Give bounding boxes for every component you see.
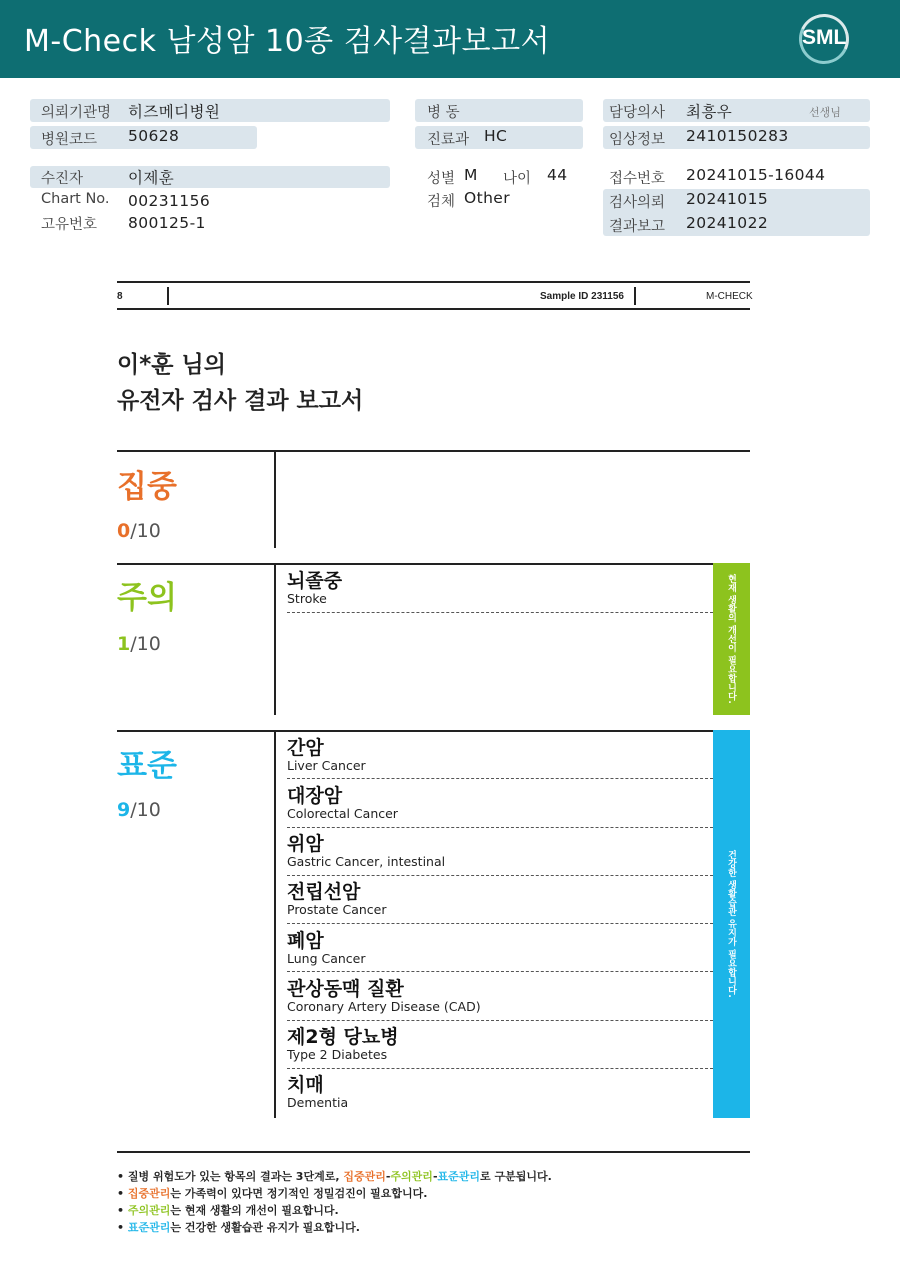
- disease-name-en: Dementia: [287, 1095, 349, 1110]
- page-number: 8: [117, 291, 123, 302]
- request-label: 검사의뢰: [609, 195, 666, 211]
- disease-name-ko: 뇌졸중: [287, 570, 343, 592]
- note-levels-dash-1: -: [385, 1170, 391, 1183]
- disease-item: [287, 785, 713, 828]
- standard-section-rule: [117, 730, 713, 732]
- disease-item: [287, 1026, 713, 1069]
- report-title-line2: 유전자 검사 결과 보고서: [117, 388, 364, 414]
- disease-name-ko: 제2형 당뇨병: [287, 1026, 399, 1048]
- caution-side-banner: [713, 563, 750, 715]
- hospital-code-label: 병원코드: [41, 132, 98, 148]
- focus-count: [117, 520, 161, 542]
- unique-label: 고유번호: [41, 217, 98, 233]
- note-caution-text: 는 현재 생활의 개선이 필요합니다.: [170, 1204, 339, 1217]
- sml-logo: [796, 12, 856, 66]
- page-top-rule: [117, 281, 750, 283]
- disease-name-ko: 치매: [287, 1074, 324, 1096]
- disease-item: [287, 737, 713, 779]
- disease-item: [287, 978, 713, 1021]
- institution-value: 히즈메디병원: [128, 103, 221, 121]
- doctor-value: 최흥우: [686, 103, 733, 121]
- report-date-value: 20241022: [686, 214, 769, 232]
- standard-count-total: /10: [130, 799, 161, 821]
- report-header: [0, 0, 900, 78]
- disease-name-ko: 대장암: [287, 785, 343, 807]
- sex-label: 성별: [427, 171, 456, 187]
- disease-item: [287, 570, 713, 613]
- note-standard-text: 는 건강한 생활습관 유지가 필요합니다.: [170, 1221, 360, 1234]
- disease-name-en: Liver Cancer: [287, 758, 366, 773]
- logo-text: SML: [802, 26, 847, 49]
- doctor-label: 담당의사: [609, 105, 666, 121]
- note-standard-term: 표준관리: [127, 1221, 171, 1234]
- caution-category-title: 주의: [117, 580, 177, 616]
- disease-name-en: Colorectal Cancer: [287, 806, 398, 821]
- note-levels: [117, 1168, 552, 1185]
- disease-name-en: Stroke: [287, 591, 327, 606]
- focus-count-value: 0: [117, 520, 131, 542]
- note-levels-caution: 주의관리: [390, 1170, 433, 1183]
- hospital-code-value: 50628: [128, 127, 180, 145]
- chart-label: Chart No.: [41, 191, 110, 207]
- disease-name-ko: 폐암: [287, 930, 324, 952]
- standard-count-value: 9: [117, 799, 131, 821]
- patient-label: 수진자: [41, 171, 84, 187]
- disease-name-ko: 위암: [287, 833, 324, 855]
- doctor-suffix: 선생님: [809, 106, 841, 119]
- standard-category-title: 표준: [117, 748, 177, 784]
- note-levels-text-a: 질병 위험도가 있는 항목의 결과는 3단계로,: [127, 1170, 344, 1183]
- report-title-line1: 이*훈 님의: [117, 352, 226, 378]
- note-standard: [117, 1219, 552, 1236]
- note-caution: [117, 1202, 552, 1219]
- disease-item: [287, 881, 713, 924]
- institution-label: 의뢰기관명: [41, 105, 112, 121]
- standard-count: [117, 799, 161, 821]
- focus-count-total: /10: [130, 520, 161, 542]
- disease-name-ko: 간암: [287, 737, 324, 759]
- caution-section-rule: [117, 563, 713, 565]
- sex-value: M: [464, 166, 478, 184]
- note-focus: [117, 1185, 552, 1202]
- caution-count: [117, 633, 161, 655]
- receipt-value: 20241015-16044: [686, 166, 826, 184]
- specimen-value: Other: [464, 189, 511, 207]
- note-focus-text: 는 가족력이 있다면 정기적인 정밀검진이 필요합니다.: [170, 1187, 428, 1200]
- report-header-title: M-Check 남성암 10종 검사결과보고서: [24, 24, 551, 59]
- disease-name-en: Lung Cancer: [287, 951, 366, 966]
- brand-label: M-CHECK: [706, 291, 753, 302]
- request-value: 20241015: [686, 190, 769, 208]
- disease-name-ko: 관상동맥 질환: [287, 978, 404, 1000]
- note-levels-focus: 집중관리: [343, 1170, 386, 1183]
- info-shade-patient: [30, 166, 390, 188]
- standard-divider: [274, 732, 276, 1118]
- unique-value: 800125-1: [128, 214, 206, 232]
- page-header-bottom-rule: [117, 308, 750, 310]
- report-date-label: 결과보고: [609, 219, 666, 235]
- clinical-value: 2410150283: [686, 127, 789, 145]
- age-label: 나이: [503, 171, 532, 187]
- page-header-divider-1: [167, 287, 169, 305]
- note-bullet: •: [117, 1170, 125, 1183]
- focus-category-title: 집중: [117, 469, 177, 505]
- caution-count-value: 1: [117, 633, 131, 655]
- ward-label: 병 동: [427, 105, 460, 121]
- note-caution-term: 주의관리: [127, 1204, 171, 1217]
- caution-side-text: 현재 생활의 개선이 필요합니다.: [726, 574, 736, 704]
- focus-section-rule: [117, 450, 750, 452]
- note-levels-dash-2: -: [432, 1170, 438, 1183]
- sample-id: Sample ID 231156: [540, 291, 624, 302]
- department-value: HC: [484, 127, 508, 145]
- note-focus-term: 집중관리: [127, 1187, 171, 1200]
- clinical-label: 임상정보: [609, 132, 666, 148]
- notes-top-rule: [117, 1151, 750, 1153]
- page-header-divider-2: [634, 287, 636, 305]
- disease-item: [287, 1074, 713, 1116]
- disease-name-en: Prostate Cancer: [287, 902, 387, 917]
- focus-divider: [274, 452, 276, 548]
- department-label: 진료과: [427, 132, 470, 148]
- disease-item: [287, 930, 713, 972]
- note-bullet: •: [117, 1187, 125, 1200]
- caution-divider: [274, 565, 276, 715]
- chart-value: 00231156: [128, 192, 211, 210]
- standard-side-text: 건강한 생활습관 유지가 필요합니다.: [726, 850, 736, 998]
- caution-count-total: /10: [130, 633, 161, 655]
- disease-name-en: Gastric Cancer, intestinal: [287, 854, 446, 869]
- specimen-label: 검체: [427, 194, 456, 210]
- disease-name-en: Coronary Artery Disease (CAD): [287, 999, 481, 1014]
- standard-side-banner: [713, 730, 750, 1118]
- note-levels-text-b: 로 구분됩니다.: [480, 1170, 552, 1183]
- disease-name-en: Type 2 Diabetes: [287, 1047, 388, 1062]
- receipt-label: 접수번호: [609, 171, 666, 187]
- patient-value: 이제훈: [128, 169, 175, 187]
- disease-item: [287, 833, 713, 876]
- legend-notes: [117, 1168, 552, 1236]
- note-bullet: •: [117, 1204, 125, 1217]
- note-levels-standard: 표준관리: [437, 1170, 481, 1183]
- age-value: 44: [547, 166, 568, 184]
- note-bullet: •: [117, 1221, 125, 1234]
- disease-name-ko: 전립선암: [287, 881, 361, 903]
